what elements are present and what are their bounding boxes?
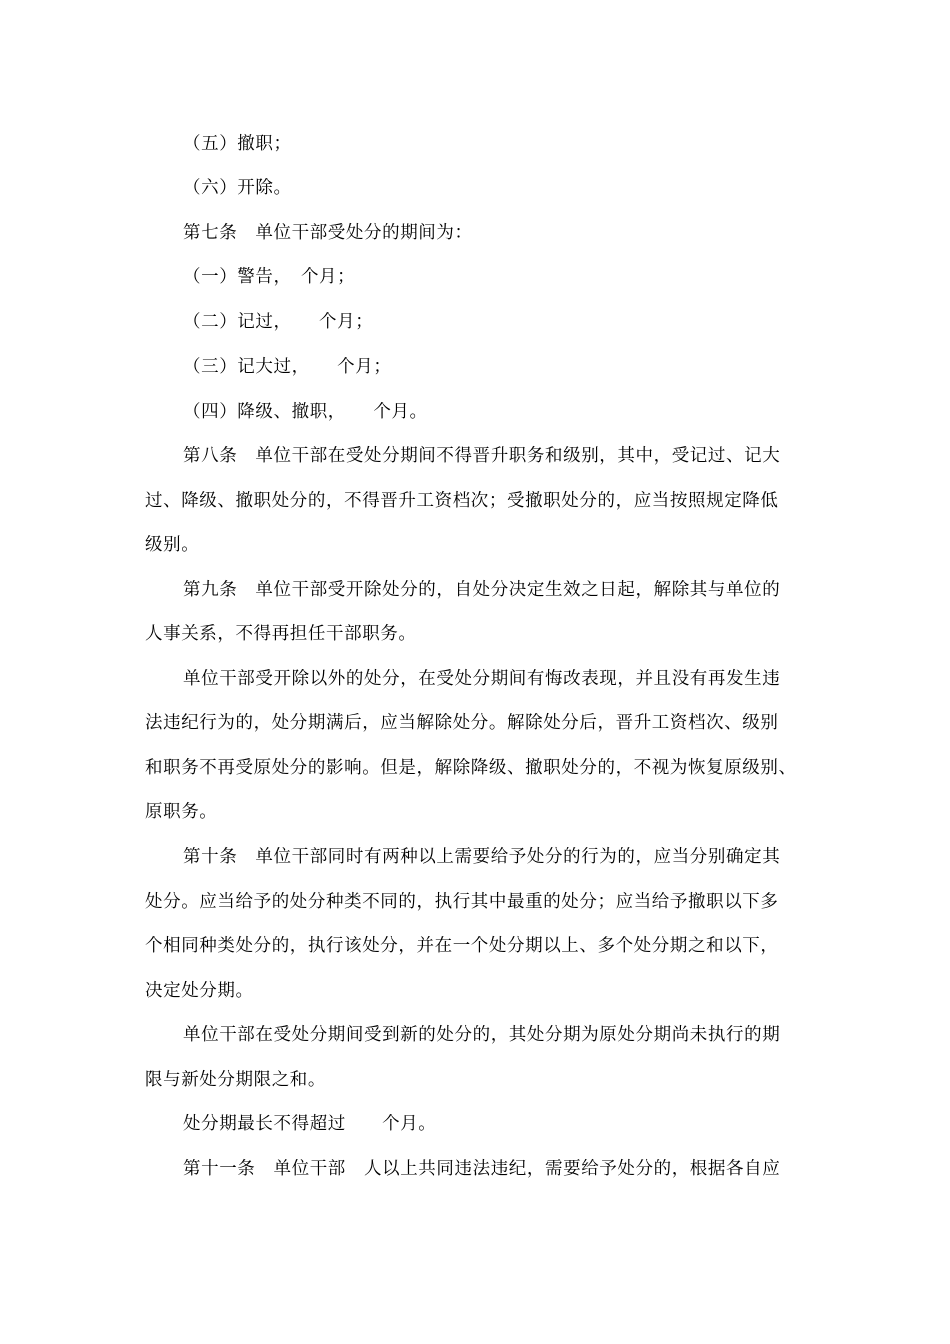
- paragraph-max-period: 处分期最长不得超过 个月。: [183, 1114, 437, 1134]
- paragraph-release-line-1: 单位干部受开除以外的处分，在受处分期间有悔改表现，并且没有再发生违: [183, 669, 781, 689]
- period-demotion-dismissal: （四）降级、撤职， 个月。: [183, 402, 428, 422]
- article-11-line-1: 第十一条 单位干部 人以上共同违法违纪，需要给予处分的，根据各自应: [183, 1159, 781, 1179]
- article-8-line-1: 第八条 单位干部在受处分期间不得晋升职务和级别，其中，受记过、记大: [183, 446, 781, 466]
- article-10-line-2: 处分。应当给予的处分种类不同的，执行其中最重的处分；应当给予撤职以下多: [145, 892, 779, 912]
- paragraph-release-line-4: 原职务。: [145, 802, 218, 822]
- article-7-heading: 第七条 单位干部受处分的期间为：: [183, 223, 473, 243]
- article-8-line-2: 过、降级、撤职处分的，不得晋升工资档次；受撤职处分的，应当按照规定降低: [145, 491, 779, 511]
- article-8-line-3: 级别。: [145, 535, 200, 555]
- period-major-demerit: （三）记大过， 个月；: [183, 357, 392, 377]
- list-item-expulsion: （六）开除。: [183, 178, 292, 198]
- article-9-line-1: 第九条 单位干部受开除处分的，自处分决定生效之日起，解除其与单位的: [183, 580, 781, 600]
- paragraph-release-line-2: 法违纪行为的，处分期满后，应当解除处分。解除处分后，晋升工资档次、级别: [145, 713, 779, 733]
- article-9-line-2: 人事关系，不得再担任干部职务。: [145, 624, 417, 644]
- period-demerit: （二）记过， 个月；: [183, 312, 374, 332]
- article-10-line-1: 第十条 单位干部同时有两种以上需要给予处分的行为的，应当分别确定其: [183, 847, 781, 867]
- article-10-line-4: 决定处分期。: [145, 981, 254, 1001]
- paragraph-new-penalty-line-2: 限与新处分期限之和。: [145, 1070, 326, 1090]
- paragraph-release-line-3: 和职务不再受原处分的影响。但是，解除降级、撤职处分的，不视为恢复原级别、: [145, 758, 797, 778]
- article-10-line-3: 个相同种类处分的，执行该处分，并在一个处分期以上、多个处分期之和以下，: [145, 936, 779, 956]
- period-warning: （一）警告， 个月；: [183, 267, 356, 287]
- paragraph-new-penalty-line-1: 单位干部在受处分期间受到新的处分的，其处分期为原处分期尚未执行的期: [183, 1025, 781, 1045]
- list-item-dismissal-from-post: （五）撤职；: [183, 134, 292, 154]
